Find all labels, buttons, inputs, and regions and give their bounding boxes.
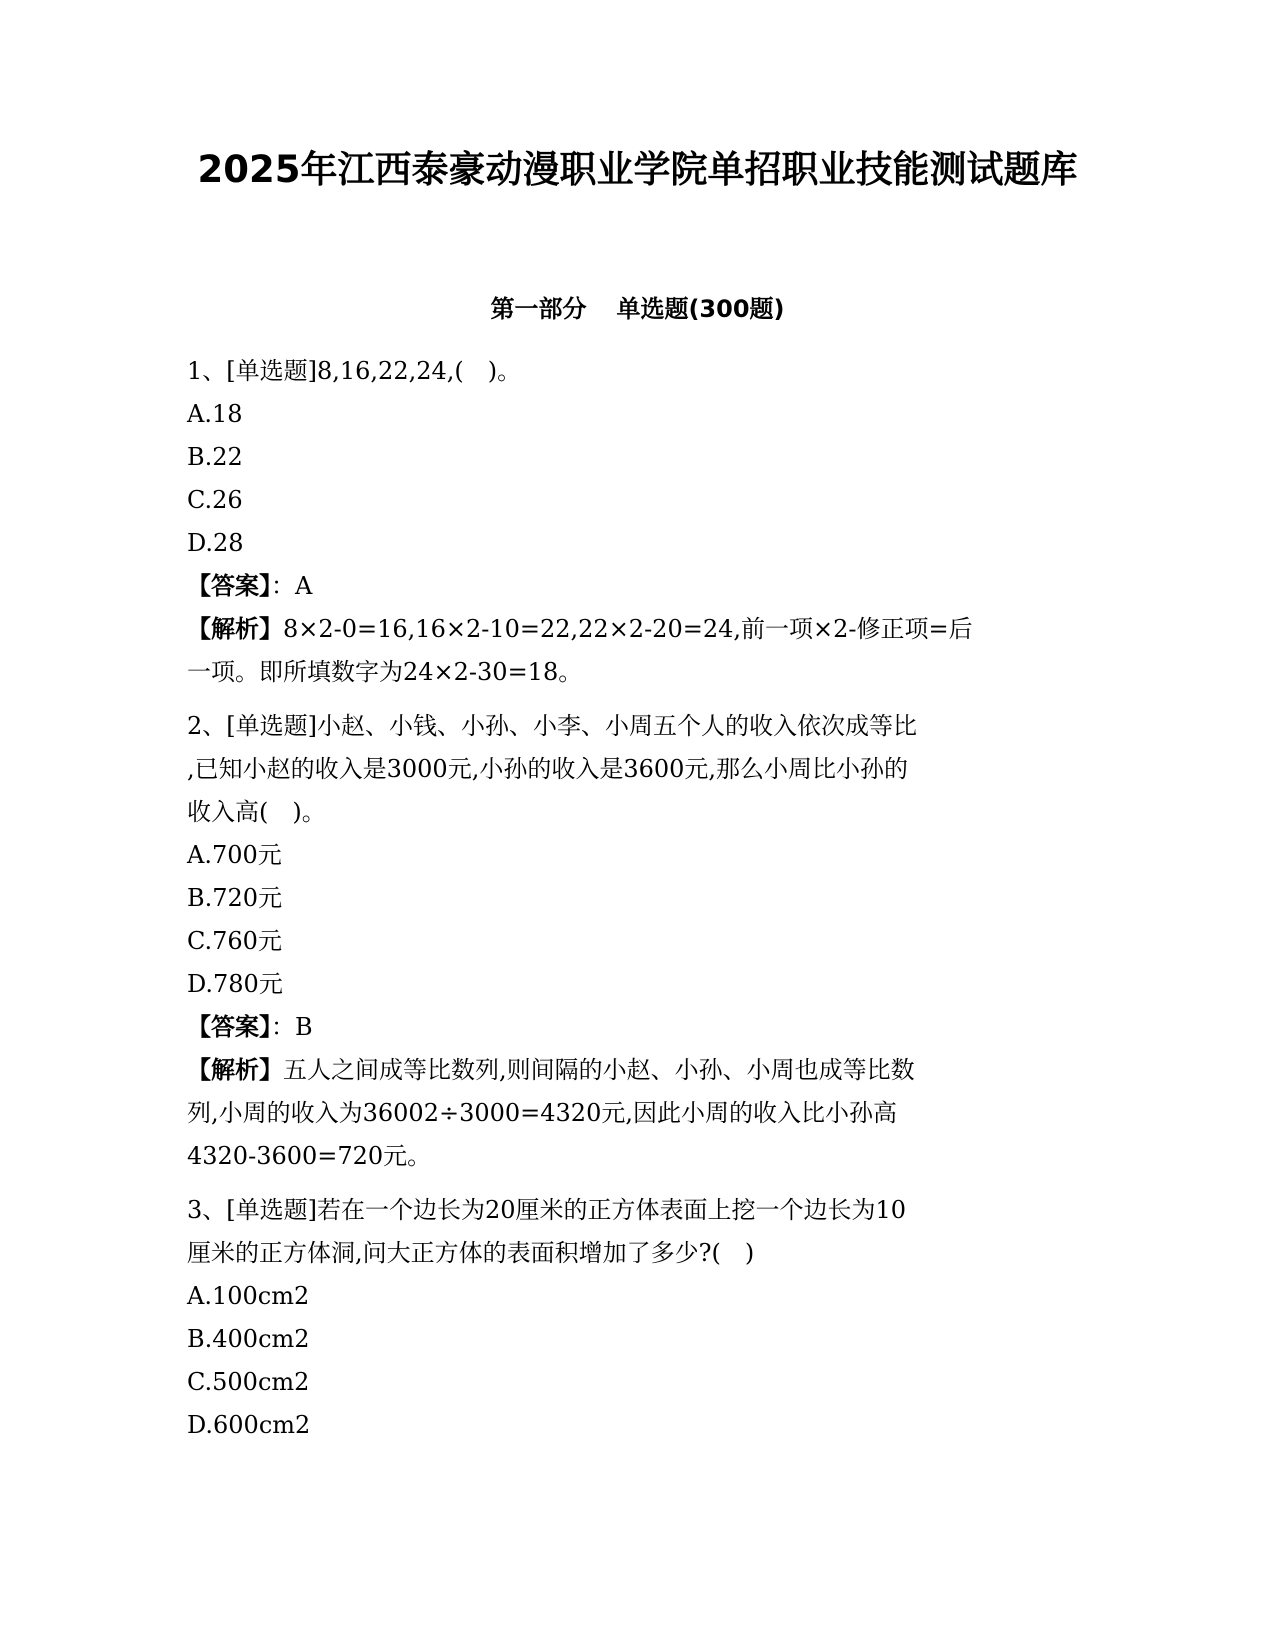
option-d: D.600cm2 [187, 1411, 311, 1439]
section-part: 第一部分 [490, 295, 587, 323]
analysis-label: 【解析】 [187, 615, 283, 643]
question-stem: 3、[单选题]若在一个边长为20厘米的正方体表面上挖一个边长为10 [187, 1196, 907, 1224]
option-d: D.780元 [187, 970, 283, 998]
option-b: B.720元 [187, 884, 283, 912]
option-c: C.26 [187, 486, 243, 514]
analysis-text: 五人之间成等比数列,则间隔的小赵、小孙、小周也成等比数 [283, 1056, 915, 1084]
answer-label: 【答案】 [187, 572, 271, 600]
answer-value: ：B [271, 1013, 313, 1041]
analysis-text: 8×2-0=16,16×2-10=22,22×2-20=24,前一项×2-修正项=后 [283, 615, 973, 643]
analysis-line [187, 608, 1087, 651]
answer-line [187, 565, 1087, 608]
analysis-line [187, 1049, 1087, 1092]
question-stem: 2、[单选题]小赵、小钱、小孙、小李、小周五个人的收入依次成等比 [187, 712, 917, 740]
question-stem: 1、[单选题]8,16,22,24,( )。 [187, 357, 522, 385]
answer-label: 【答案】 [187, 1013, 271, 1041]
question-block [187, 350, 1087, 694]
option-c: C.760元 [187, 927, 282, 955]
answer-line [187, 1006, 1087, 1049]
analysis-label: 【解析】 [187, 1056, 283, 1084]
option-b: B.400cm2 [187, 1325, 310, 1353]
question-stem: 厘米的正方体洞,问大正方体的表面积增加了多少?( ) [187, 1239, 755, 1267]
analysis-text: 一项。即所填数字为24×2-30=18。 [187, 658, 583, 686]
option-a: A.18 [187, 400, 243, 428]
document-title: 2025年江西泰豪动漫职业学院单招职业技能测试题库 [197, 148, 1078, 191]
question-list [187, 350, 1087, 1447]
section-name: 单选题(300题) [616, 295, 785, 323]
analysis-text: 列,小周的收入为36002÷3000=4320元,因此小周的收入比小孙高 [187, 1099, 897, 1127]
section-heading [0, 294, 1275, 324]
question-block [187, 1189, 1087, 1447]
question-block [187, 705, 1087, 1178]
option-b: B.22 [187, 443, 243, 471]
option-c: C.500cm2 [187, 1368, 310, 1396]
answer-value: ：A [271, 572, 313, 600]
question-stem: 收入高( )。 [187, 798, 326, 826]
question-stem: ,已知小赵的收入是3000元,小孙的收入是3600元,那么小周比小孙的 [187, 755, 909, 783]
option-d: D.28 [187, 529, 244, 557]
analysis-text: 4320-3600=720元。 [187, 1142, 432, 1170]
option-a: A.700元 [187, 841, 282, 869]
option-a: A.100cm2 [187, 1282, 310, 1310]
